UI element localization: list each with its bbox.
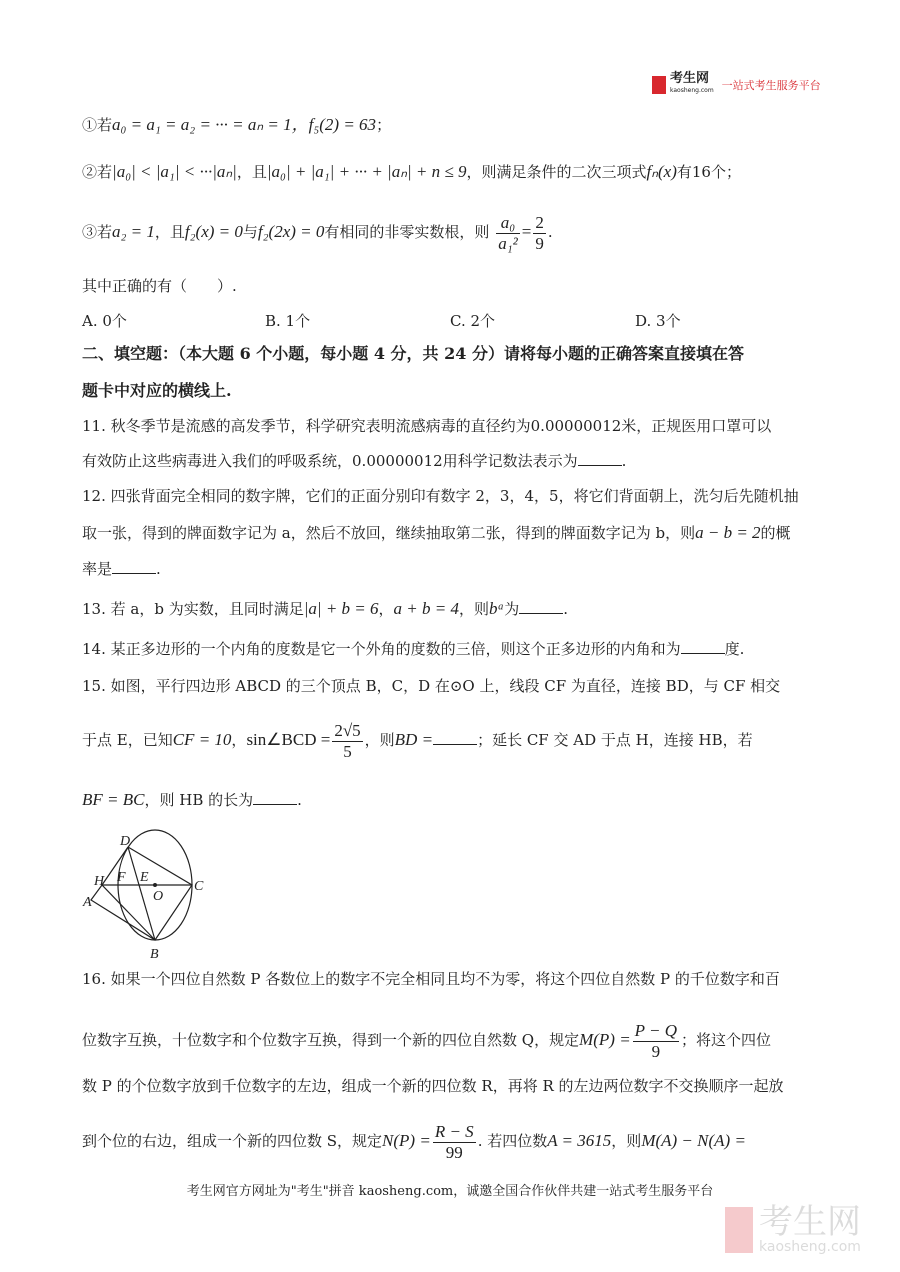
text: = bbox=[521, 222, 532, 241]
denominator: a₁² bbox=[498, 233, 518, 253]
text: 的概 bbox=[760, 524, 791, 542]
text: . bbox=[156, 560, 161, 578]
text: 为 bbox=[504, 600, 520, 618]
text: 14. 某正多边形的一个内角的度数是它一个外角的度数的三倍，则这个正多边形的内角和为 bbox=[82, 640, 681, 658]
header-slogan: 一站式考生服务平台 bbox=[721, 79, 821, 92]
section-heading: 二、填空题：（本大题 6 个小题，每小题 4 分，共 24 分）请将每小题的正确答案直接填在答 bbox=[82, 344, 744, 363]
page-footer: 考生网官方网址为"考生"拼音 kaosheng.com，诚邀全国合作伙伴共建一站式考生服务平台 bbox=[186, 1184, 714, 1199]
logo-domain: kaosheng.com bbox=[670, 87, 714, 94]
text: 与 bbox=[242, 223, 258, 241]
text: 位数字互换，十位数字和个位数字互换，得到一个新的四位自然数 Q，规定 bbox=[82, 1031, 580, 1049]
text: ②若 bbox=[82, 163, 113, 181]
text: ；将这个四位 bbox=[681, 1031, 772, 1049]
math: |a₀| < |a₁| < ···|aₙ| bbox=[112, 162, 237, 181]
text: ①若 bbox=[82, 116, 113, 134]
text: ， bbox=[231, 731, 247, 749]
text: . bbox=[563, 600, 569, 618]
text: 有相同的非零实数根，则 bbox=[324, 223, 490, 241]
q10-prompt: 其中正确的有（ ）. bbox=[82, 277, 237, 295]
denominator: 9 bbox=[651, 1041, 661, 1061]
q10-option-a: A. 0个 bbox=[82, 312, 127, 330]
watermark-name: 考生网 bbox=[759, 1202, 861, 1242]
text: ，则满足条件的二次三项式 bbox=[466, 163, 647, 181]
label-b: B bbox=[150, 947, 159, 962]
text: ③若 bbox=[82, 223, 113, 241]
text: 有16个； bbox=[676, 163, 741, 181]
math: |a| + b = 6 bbox=[303, 599, 379, 618]
math: a − b = 2 bbox=[695, 523, 761, 542]
math: BD = bbox=[394, 730, 434, 749]
text: 率是 bbox=[82, 560, 113, 578]
math: BF = BC bbox=[82, 790, 145, 809]
math: a + b = 4 bbox=[393, 599, 459, 618]
q10-option-d: D. 3个 bbox=[635, 312, 681, 330]
text: ，且 bbox=[154, 223, 185, 241]
denominator: 99 bbox=[445, 1142, 463, 1162]
numerator: a₀ bbox=[496, 213, 520, 234]
numerator: 2√5 bbox=[334, 720, 361, 740]
watermark-domain: kaosheng.com bbox=[759, 1239, 861, 1255]
text: ，则 bbox=[458, 600, 489, 618]
text: . 若四位数 bbox=[477, 1132, 548, 1150]
logo-name: 考生网 bbox=[670, 71, 710, 86]
math: a₂ = 1 bbox=[112, 222, 155, 241]
math: fₙ(x) bbox=[646, 162, 677, 181]
denominator: 9 bbox=[535, 233, 544, 253]
label-o: O bbox=[153, 889, 164, 904]
q10-option-b: B. 1个 bbox=[265, 312, 311, 330]
math: A = 3615 bbox=[547, 1131, 612, 1150]
label-h: H bbox=[94, 874, 105, 889]
denominator: 5 bbox=[343, 741, 352, 761]
text: . bbox=[297, 791, 302, 809]
text: 到个位的右边，组成一个新的四位数 S，规定 bbox=[82, 1132, 383, 1150]
label-d: D bbox=[120, 834, 131, 849]
q11-line1: 11. 秋冬季节是流感的高发季节，科学研究表明流感病毒的直径约为0.00000012米，正规医用口罩可以 bbox=[82, 417, 772, 435]
numerator: 2 bbox=[535, 212, 544, 232]
text: 度. bbox=[724, 640, 745, 658]
math: CF = 10 bbox=[172, 730, 232, 749]
math: M(A) − N(A) = bbox=[641, 1131, 746, 1150]
math: |a₀| + |a₁| + ··· + |aₙ| + n ≤ 9 bbox=[266, 162, 467, 181]
section-heading-cont: 题卡中对应的横线上. bbox=[82, 381, 232, 400]
text: ，则 bbox=[364, 731, 395, 749]
text: ，则 HB 的长为 bbox=[144, 791, 254, 809]
text: ，且 bbox=[236, 163, 267, 181]
q16-line1: 16. 如果一个四位自然数 P 各数位上的数字不完全相同且均不为零，将这个四位自然数 P 的千位数字和百 bbox=[82, 970, 780, 988]
text: ；延长 CF 交 AD 于点 H，连接 HB，若 bbox=[477, 731, 753, 749]
math: N(P) = bbox=[382, 1131, 431, 1150]
q12-line1: 12. 四张背面完全相同的数字牌，它们的正面分别印有数字 2，3，4，5，将它们背面朝上，洗匀后先随机抽 bbox=[82, 487, 799, 505]
q16-line4 bbox=[82, 1119, 746, 1163]
label-f: F bbox=[117, 870, 126, 885]
q15-line1: 15. 如图，平行四边形 ABCD 的三个顶点 B，C，D 在⊙O 上，线段 CF 为直径，连接 BD，与 CF 相交 bbox=[82, 677, 781, 695]
center-point bbox=[153, 883, 157, 887]
numerator: P − Q bbox=[634, 1020, 677, 1040]
q16-line3: 数 P 的个位数字放到千位数字的左边，组成一个新的四位数 R，再将 R 的左边两位数字不交换顺序一起放 bbox=[82, 1077, 784, 1095]
math: bᵃ bbox=[489, 599, 505, 618]
text: . bbox=[547, 223, 553, 241]
kaosheng-watermark-icon bbox=[725, 1207, 753, 1253]
math: f₂(2x) = 0 bbox=[257, 222, 325, 241]
watermark bbox=[725, 1202, 861, 1255]
text: 有效防止这些病毒进入我们的呼吸系统，0.00000012用科学记数法表示为 bbox=[82, 452, 578, 470]
q16-line2 bbox=[82, 1018, 771, 1062]
text: . bbox=[621, 452, 627, 470]
fraction bbox=[433, 1122, 476, 1163]
text: 13. 若 a，b 为实数，且同时满足 bbox=[82, 600, 304, 618]
math: f₂(x) = 0 bbox=[184, 222, 243, 241]
label-c: C bbox=[194, 879, 204, 894]
fraction bbox=[633, 1021, 679, 1062]
math: M(P) = bbox=[579, 1030, 631, 1049]
math: sin∠BCD = bbox=[246, 730, 331, 749]
math: a₀ = a₁ = a₂ = ··· = aₙ = 1，f₅(2) = 63 bbox=[112, 115, 377, 134]
text: 于点 E，已知 bbox=[82, 731, 173, 749]
label-e: E bbox=[140, 870, 149, 885]
text: ， bbox=[378, 600, 394, 618]
text: ； bbox=[376, 116, 392, 134]
text: 取一张，得到的牌面数字记为 a，然后不放回，继续抽取第二张，得到的牌面数字记为 b，则 bbox=[82, 524, 696, 542]
q10-option-c: C. 2个 bbox=[450, 312, 496, 330]
text: ，则 bbox=[611, 1132, 642, 1150]
numerator: R − S bbox=[434, 1121, 474, 1141]
label-a: A bbox=[83, 895, 92, 910]
